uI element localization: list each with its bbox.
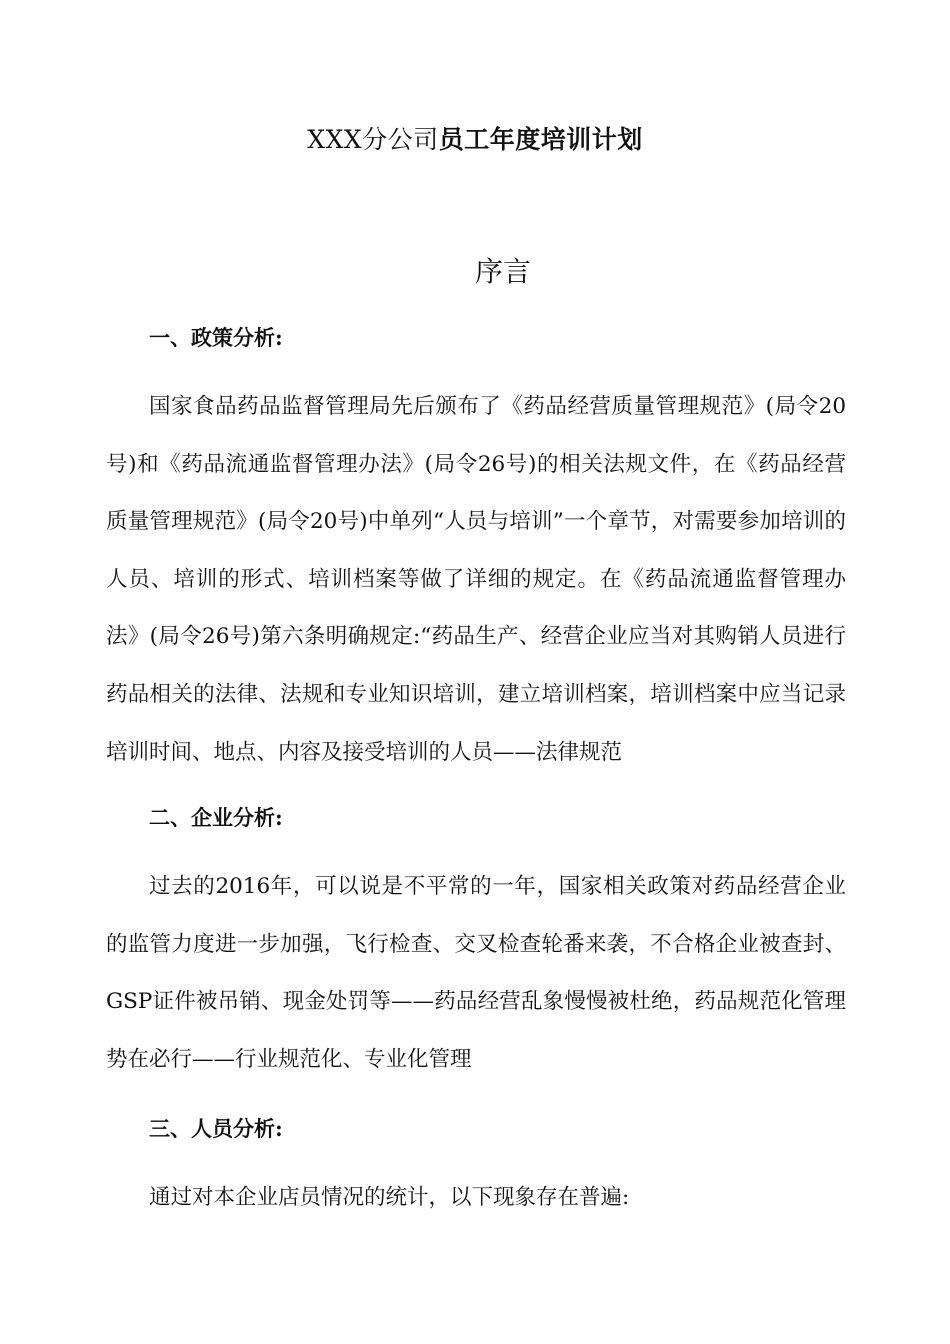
section-body-personnel: 通过对本企业店员情况的统计，以下现象存在普遍:: [149, 1185, 630, 1210]
section-body-enterprise: 过去的2016年，可以说是不平常的一年，国家相关政策对药品经营企业的监管力度进一步加强，飞行检查、交叉检查轮番来袭，不合格企业被查封、GSP证件被吊销、现金处罚等——药品经营乱象慢慢被杜绝，药品规范化管理势在必行——行业规范化、专业化管理: [106, 874, 846, 1072]
section-heading-personnel: 三、人员分析:: [149, 1116, 283, 1141]
section-body-policy: 国家食品药品监督管理局先后颁布了《药品经营质量管理规范》(局令20号)和《药品流通监督管理办法》(局令26号)的相关法规文件，在《药品经营质量管理规范》(局令20号)中单列“人员与培训”一个章节，对需要参加培训的人员、培训的形式、培训档案等做了详细的规定。在《药品流通监督管理办法》(局令26号)第六条明确规定:“药品生产、经营企业应当对其购销人员进行药品相关的法律、法规和专业知识培训，建立培训档案，培训档案中应当记录培训时间、地点、内容及接受培训的人员——法律规范: [106, 394, 846, 765]
preface-heading: 序言: [474, 255, 531, 288]
document-title: [0, 122, 950, 158]
section-heading-policy: 一、政策分析:: [149, 325, 283, 350]
document-title-prefix: XXX分公司: [307, 125, 439, 154]
section-heading-enterprise: 二、企业分析:: [149, 805, 283, 830]
document-title-main: 员工年度培训计划: [438, 125, 643, 154]
